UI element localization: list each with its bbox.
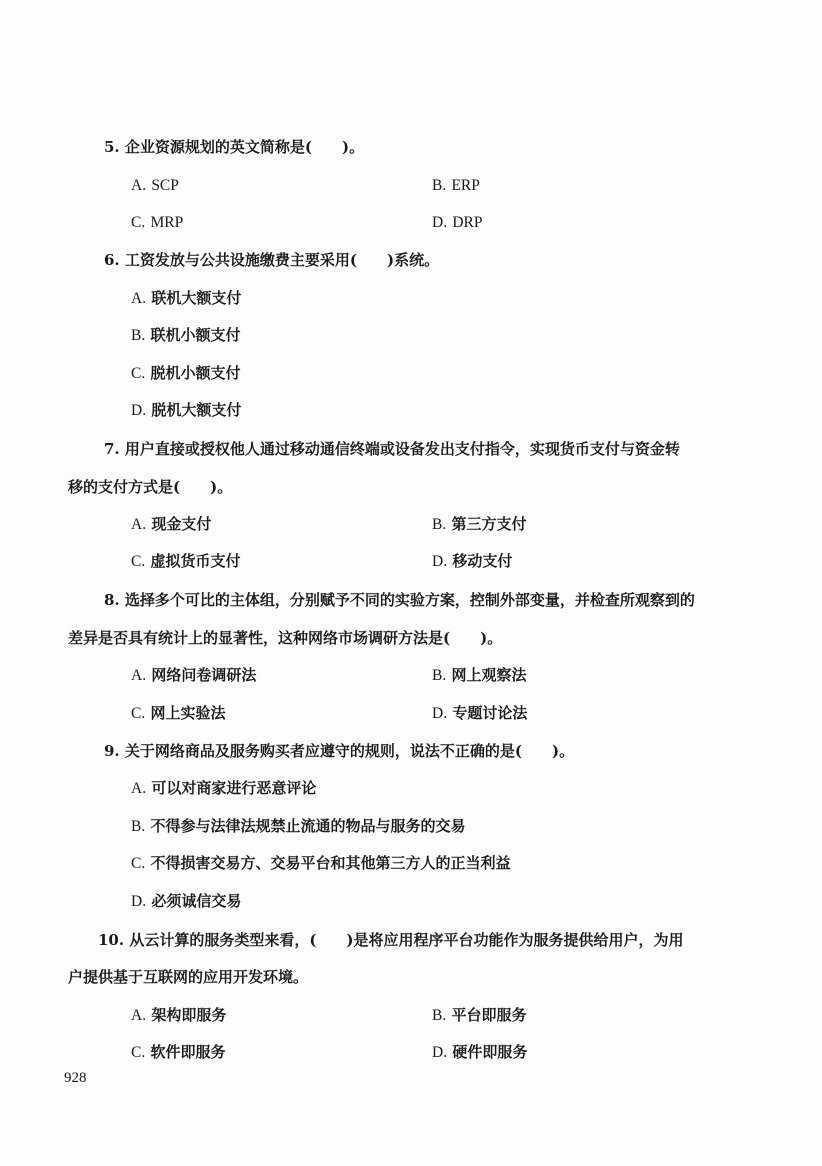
question-5-option-a — [131, 175, 179, 195]
option-text: 第三方支付 — [451, 515, 527, 533]
question-6-option-d — [131, 400, 241, 420]
option-text: 脱机大额支付 — [151, 401, 242, 419]
option-label: A. — [131, 290, 147, 307]
option-label: C. — [131, 365, 146, 382]
option-label: B. — [432, 667, 447, 684]
question-9-option-d — [131, 891, 241, 911]
option-text: 可以对商家进行恶意评论 — [151, 779, 317, 797]
question-8-option-a — [131, 665, 256, 685]
option-text: 架构即服务 — [151, 1006, 227, 1024]
option-text: 联机大额支付 — [151, 289, 242, 307]
option-label: D. — [131, 402, 147, 419]
question-8-stem-line-2: 差异是否具有统计上的显著性，这种网络市场调研方法是( )。 — [68, 629, 503, 647]
question-8-option-d — [432, 703, 527, 723]
option-text: MRP — [150, 214, 184, 231]
option-text: 网络问卷调研法 — [151, 666, 257, 684]
question-7-option-c — [131, 551, 240, 571]
option-label: C. — [131, 214, 146, 231]
option-text: 专题讨论法 — [452, 704, 528, 722]
option-label: A. — [131, 516, 147, 533]
question-10-option-c — [131, 1042, 225, 1062]
option-label: D. — [131, 893, 147, 910]
option-label: C. — [131, 1044, 146, 1061]
question-7-option-a — [131, 514, 211, 534]
question-8-option-c — [131, 703, 225, 723]
question-9-option-c — [131, 853, 510, 873]
question-5-option-b — [432, 175, 480, 195]
option-label: B. — [432, 1007, 447, 1024]
option-label: D. — [432, 214, 448, 231]
question-7-stem-line-1: 7. 用户直接或授权他人通过移动通信终端或设备发出支付指令，实现货币支付与资金转 — [104, 440, 680, 458]
option-label: A. — [131, 177, 147, 194]
question-5-option-c — [131, 212, 183, 232]
option-text: 硬件即服务 — [452, 1043, 528, 1061]
question-7-option-b — [432, 514, 526, 534]
question-10-stem-line-2: 户提供基于互联网的应用开发环境。 — [68, 968, 309, 986]
option-label: B. — [432, 516, 447, 533]
option-label: C. — [131, 553, 146, 570]
question-7-stem-line-2: 移的支付方式是( )。 — [68, 478, 233, 496]
option-label: A. — [131, 1007, 147, 1024]
option-label: A. — [131, 667, 147, 684]
question-9-option-b — [131, 816, 465, 836]
question-5-stem: 5. 企业资源规划的英文简称是( )。 — [104, 138, 365, 156]
page-number: 928 — [64, 1070, 87, 1086]
option-text: 现金支付 — [151, 515, 212, 533]
question-7-option-d — [432, 551, 512, 571]
option-text: 平台即服务 — [451, 1006, 527, 1024]
option-label: B. — [131, 818, 146, 835]
option-label: A. — [131, 780, 147, 797]
option-text: DRP — [452, 214, 483, 231]
option-text: 联机小额支付 — [150, 326, 241, 344]
option-text: 虚拟货币支付 — [150, 552, 241, 570]
option-text: 网上观察法 — [451, 666, 527, 684]
option-label: C. — [131, 855, 146, 872]
option-label: D. — [432, 1044, 448, 1061]
option-text: 网上实验法 — [150, 704, 226, 722]
question-8-option-b — [432, 665, 526, 685]
option-text: 不得损害交易方、交易平台和其他第三方人的正当利益 — [150, 854, 511, 872]
question-8-stem-line-1: 8. 选择多个可比的主体组，分别赋予不同的实验方案，控制外部变量，并检查所观察到的 — [104, 591, 695, 609]
question-6-option-c — [131, 363, 240, 383]
option-text: 脱机小额支付 — [150, 364, 241, 382]
question-10-option-b — [432, 1005, 526, 1025]
option-text: ERP — [451, 177, 480, 194]
question-10-option-a — [131, 1005, 226, 1025]
option-text: SCP — [151, 177, 179, 194]
option-label: B. — [432, 177, 447, 194]
option-text: 必须诚信交易 — [151, 892, 242, 910]
question-5-option-d — [432, 212, 482, 232]
question-9-option-a — [131, 778, 316, 798]
question-9-stem: 9. 关于网络商品及服务购买者应遵守的规则，说法不正确的是( )。 — [104, 742, 575, 760]
question-6-stem: 6. 工资发放与公共设施缴费主要采用( )系统。 — [104, 251, 440, 269]
option-text: 移动支付 — [452, 552, 513, 570]
option-text: 不得参与法律法规禁止流通的物品与服务的交易 — [150, 817, 466, 835]
option-label: C. — [131, 705, 146, 722]
question-10-option-d — [432, 1042, 527, 1062]
option-label: B. — [131, 327, 146, 344]
option-label: D. — [432, 705, 448, 722]
question-6-option-b — [131, 325, 240, 345]
question-6-option-a — [131, 288, 241, 308]
option-text: 软件即服务 — [150, 1043, 226, 1061]
question-10-stem-line-1: 10. 从云计算的服务类型来看，( )是将应用程序平台功能作为服务提供给用户，为用 — [98, 931, 684, 949]
option-label: D. — [432, 553, 448, 570]
